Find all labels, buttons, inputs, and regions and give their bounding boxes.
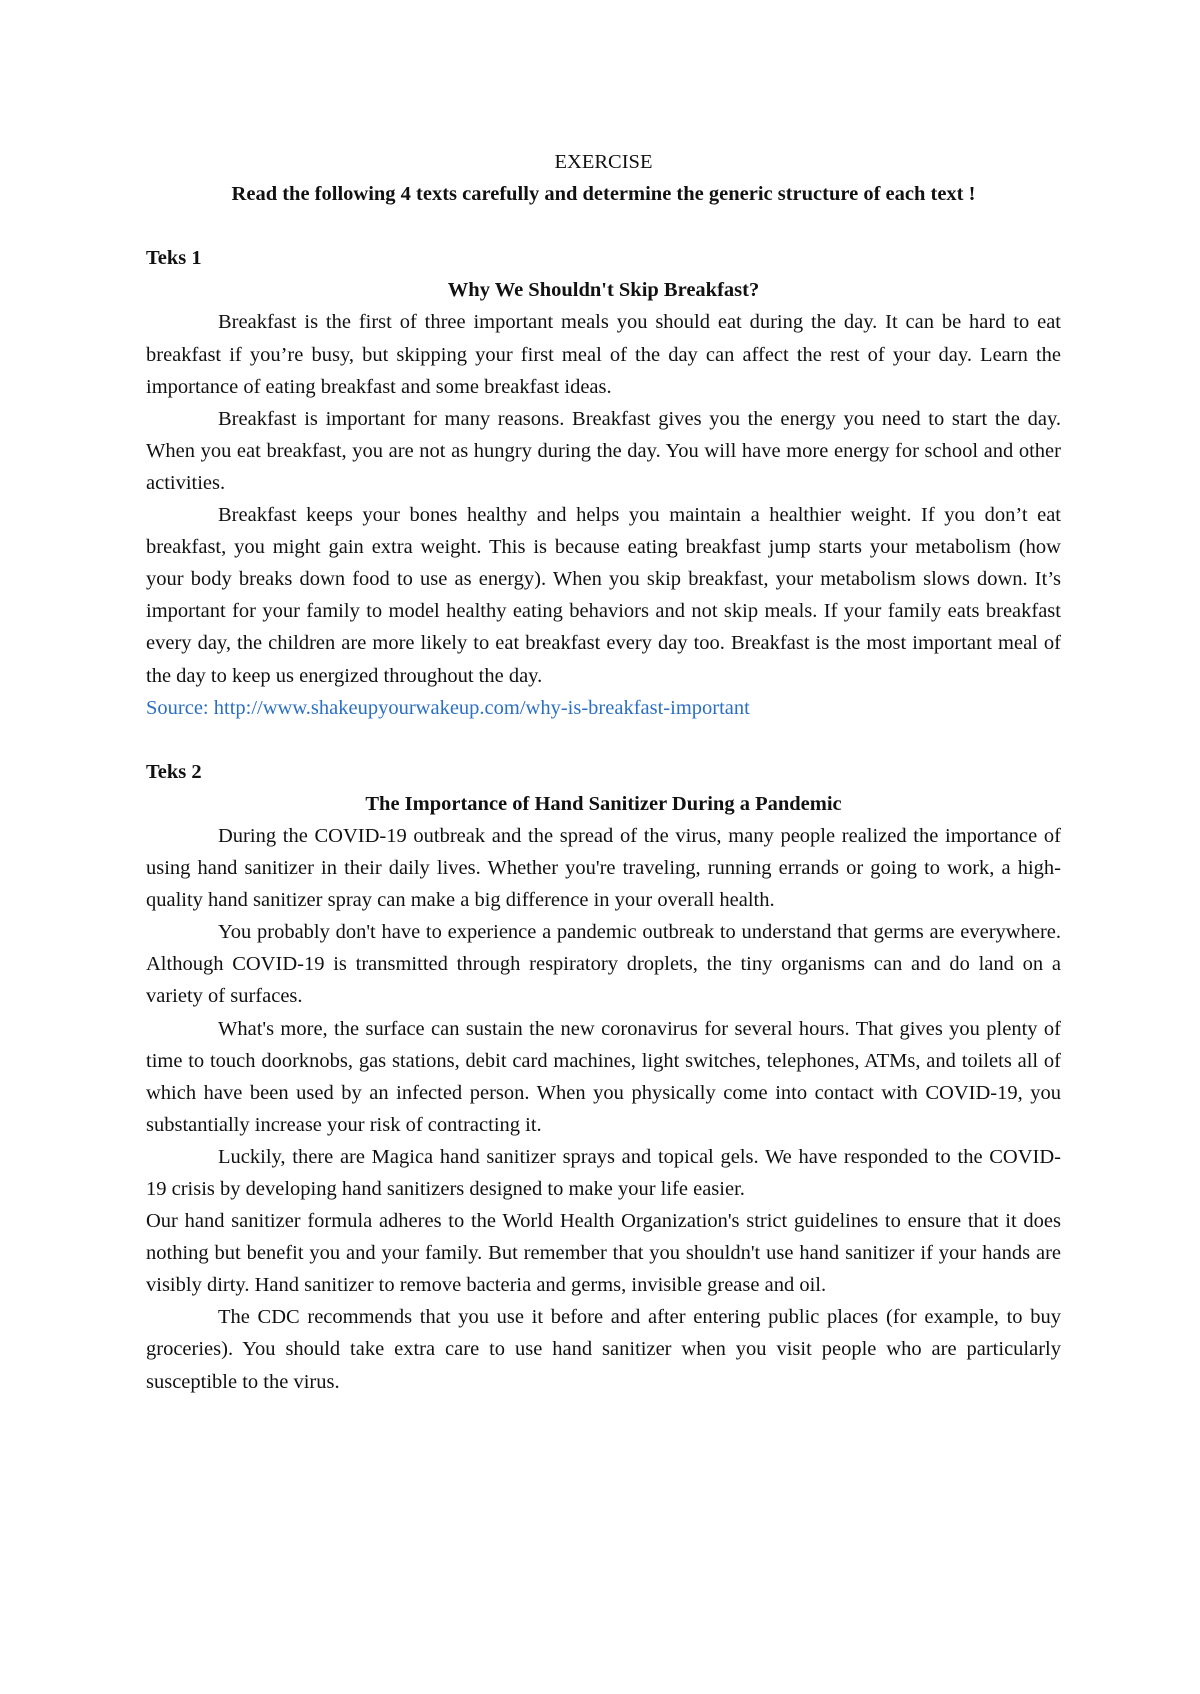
- text-1-paragraph-2: Breakfast is important for many reasons. Breakfast gives you the energy you need to start the day. When you eat breakfast, you are not as hungry during the day. You will have more energy for school and other activities.: [146, 407, 1061, 494]
- text-2-paragraph-4: Luckily, there are Magica hand sanitizer sprays and topical gels. We have responded to the COVID- 19 crisis by developing hand sanitizers designed to make your life easier.: [146, 1145, 1061, 1200]
- text-1-paragraph-3: Breakfast keeps your bones healthy and helps you maintain a healthier weight. If you don’t eat breakfast, you might gain extra weight. This is because eating breakfast jump starts your metabolism (how your body breaks down food to use as energy). When you skip breakfast, your metabolism slows down. It’s important for your family to model healthy eating behaviors and not skip meals. If your family eats breakfast every day, the children are more likely to eat breakfast every day too. Breakfast is the most important meal of the day to keep us energized throughout the day.: [146, 504, 1061, 687]
- text-2-label: Teks 2: [146, 760, 202, 783]
- instruction-text: Read the following 4 texts carefully and determine the generic structure of each text !: [231, 183, 976, 206]
- text-2-paragraph-1: During the COVID-19 outbreak and the spread of the virus, many people realized the importance of using hand sanitizer in their daily lives. Whether you're traveling, running errands or going to work, a high- quality hand sanitizer spray can make a big difference in your overall health.: [146, 824, 1061, 912]
- text-1-paragraph-1: Breakfast is the first of three important meals you should eat during the day. It can be hard to eat breakfast if you’re busy, but skipping your first meal of the day can affect the rest of your day. Learn the importance of eating breakfast and some breakfast ideas.: [146, 311, 1061, 398]
- text-2-paragraph-5: Our hand sanitizer formula adheres to the World Health Organization's strict guidelines to ensure that it does nothing but benefit you and your family. But remember that you shouldn't use hand sanitizer if your hands are visibly dirty. Hand sanitizer to remove bacteria and germs, invisible grease and oil.: [146, 1210, 1061, 1297]
- text-2-title: The Importance of Hand Sanitizer During a Pandemic: [365, 792, 842, 815]
- text-2-section: [146, 756, 1061, 1398]
- text-1-label: Teks 1: [146, 247, 202, 270]
- text-2-paragraph-3: What's more, the surface can sustain the new coronavirus for several hours. That gives you plenty of time to touch doorknobs, gas stations, debit card machines, light switches, telephones, ATMs, and toilets all of which have been used by an infected person. When you physically come into contact with COVID-19, you substantially increase your risk of contracting it.: [146, 1017, 1061, 1136]
- text-1-title: Why We Shouldn't Skip Breakfast?: [447, 279, 760, 302]
- text-2-paragraph-6: The CDC recommends that you use it before and after entering public places (for example, to buy groceries). You should take extra care to use hand sanitizer when you visit people who are particularly susceptible to the virus.: [146, 1306, 1061, 1393]
- spacer: [146, 210, 1061, 242]
- document-page: [146, 146, 1061, 1398]
- spacer: [146, 724, 1061, 756]
- text-1-source-link[interactable]: Source: http://www.shakeupyourwakeup.com/why-is-breakfast-important: [146, 696, 750, 719]
- document-title: EXERCISE: [554, 151, 653, 173]
- text-2-paragraph-2: You probably don't have to experience a pandemic outbreak to understand that germs are everywhere. Although COVID-19 is transmitted through respiratory droplets, the tiny organisms can and do land on a variety of surfaces.: [146, 921, 1061, 1008]
- text-1-section: [146, 242, 1061, 723]
